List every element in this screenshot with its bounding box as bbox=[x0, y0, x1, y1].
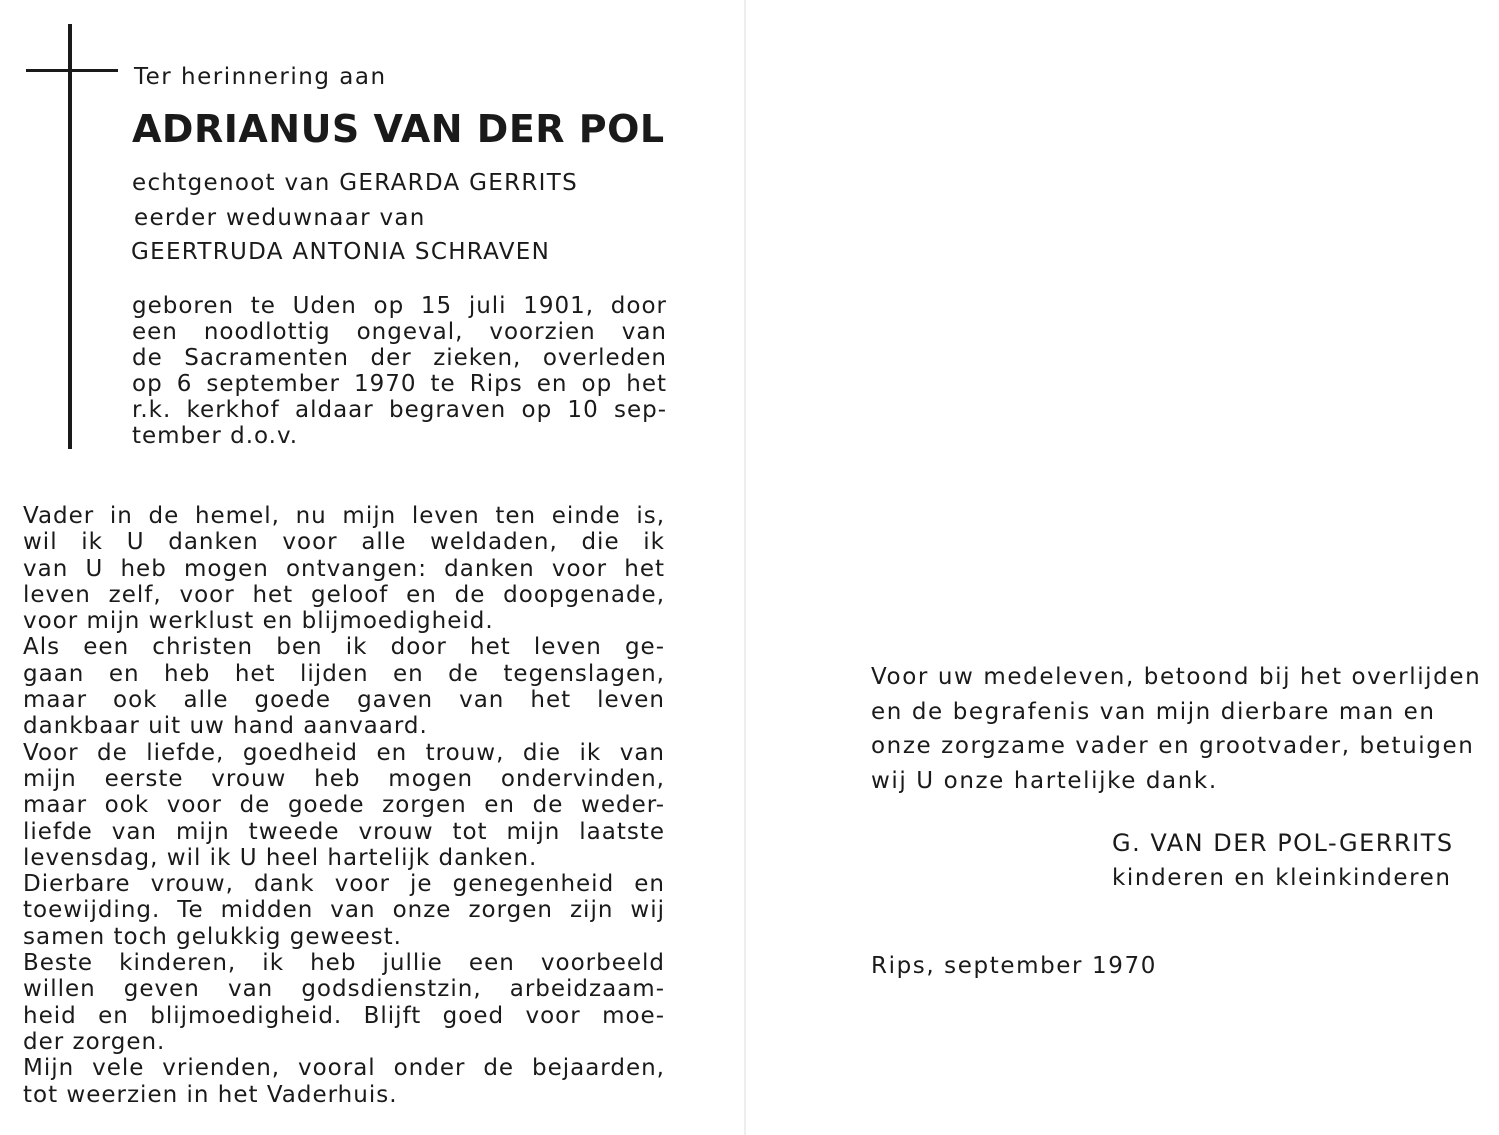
prayer-line: der zorgen. bbox=[23, 1028, 166, 1055]
first-wife-name: GEERTRUDA ANTONIA SCHRAVEN bbox=[131, 239, 551, 265]
card-fold-line bbox=[744, 0, 746, 1135]
cross-horizontal-bar bbox=[26, 69, 118, 72]
family-line: kinderen en kleinkinderen bbox=[1112, 865, 1452, 891]
prayer-line: liefde van mijn tweede vrouw tot mijn laatste bbox=[23, 818, 665, 845]
prayer-line: dankbaar uit uw hand aanvaard. bbox=[23, 713, 428, 740]
prayer-text bbox=[23, 503, 665, 1108]
bio-line: op 6 september 1970 te Rips en op het bbox=[132, 371, 667, 397]
bio-line: tember d.o.v. bbox=[132, 423, 299, 449]
thanks-line: wij U onze hartelijke dank. bbox=[871, 767, 1218, 794]
spouse-line: echtgenoot van GERARDA GERRITS bbox=[132, 170, 579, 196]
prayer-line: Dierbare vrouw, dank voor je genegenheid en bbox=[23, 871, 665, 898]
bio-line: een noodlottig ongeval, voorzien van bbox=[132, 319, 667, 345]
prayer-line: maar ook voor de goede zorgen en de weder- bbox=[23, 792, 665, 819]
widower-line: eerder weduwnaar van bbox=[134, 205, 426, 231]
thanks-line: en de begrafenis van mijn dierbare man en bbox=[871, 698, 1436, 725]
thanks-paragraph bbox=[871, 660, 1499, 798]
thanks-line: Voor uw medeleven, betoond bij het overlijden bbox=[871, 664, 1482, 690]
cross-vertical-bar bbox=[68, 24, 72, 449]
prayer-line: Beste kinderen, ik heb jullie een voorbeeld bbox=[23, 950, 665, 977]
bio-line: de Sacramenten der zieken, overleden bbox=[132, 345, 667, 371]
signer-name: G. VAN DER POL-GERRITS bbox=[1112, 829, 1454, 857]
prayer-line: tot weerzien in het Vaderhuis. bbox=[23, 1081, 398, 1108]
prayer-line: heid en blijmoedigheid. Blijft goed voor moe- bbox=[23, 1002, 665, 1029]
intro-text: Ter herinnering aan bbox=[134, 64, 387, 90]
prayer-line: Vader in de hemel, nu mijn leven ten einde is, bbox=[23, 503, 665, 529]
prayer-line: leven zelf, voor het geloof en de doopgenade, bbox=[23, 581, 665, 608]
prayer-line: van U heb mogen ontvangen: danken voor het bbox=[23, 555, 665, 582]
prayer-line: gaan en heb het lijden en de tegenslagen, bbox=[23, 660, 665, 687]
thanks-line: onze zorgzame vader en grootvader, betuigen bbox=[871, 733, 1475, 759]
prayer-line: levensdag, wil ik U heel hartelijk danken. bbox=[23, 844, 538, 871]
prayer-line: toewijding. Te midden van onze zorgen zijn wij bbox=[23, 897, 665, 924]
prayer-line: wil ik U danken voor alle weldaden, die ik bbox=[23, 529, 665, 556]
bio-line: r.k. kerkhof aldaar begraven op 10 sep- bbox=[132, 397, 667, 423]
prayer-line: samen toch gelukkig geweest. bbox=[23, 923, 402, 950]
prayer-line: willen geven van godsdienstzin, arbeidzaam- bbox=[23, 976, 665, 1003]
prayer-line: Als een christen ben ik door het leven ge- bbox=[23, 634, 665, 661]
prayer-line: Mijn vele vrienden, vooral onder de bejaarden, bbox=[23, 1055, 665, 1082]
bio-line: geboren te Uden op 15 juli 1901, door bbox=[132, 293, 667, 319]
prayer-line: maar ook alle goede gaven van het leven bbox=[23, 687, 665, 714]
biography-paragraph bbox=[132, 293, 667, 449]
prayer-line: mijn eerste vrouw heb mogen ondervinden, bbox=[23, 765, 665, 792]
place-date: Rips, september 1970 bbox=[871, 953, 1157, 979]
deceased-name: ADRIANUS VAN DER POL bbox=[132, 107, 665, 151]
prayer-line: voor mijn werklust en blijmoedigheid. bbox=[23, 608, 494, 635]
prayer-line: Voor de liefde, goedheid en trouw, die ik van bbox=[23, 739, 665, 766]
